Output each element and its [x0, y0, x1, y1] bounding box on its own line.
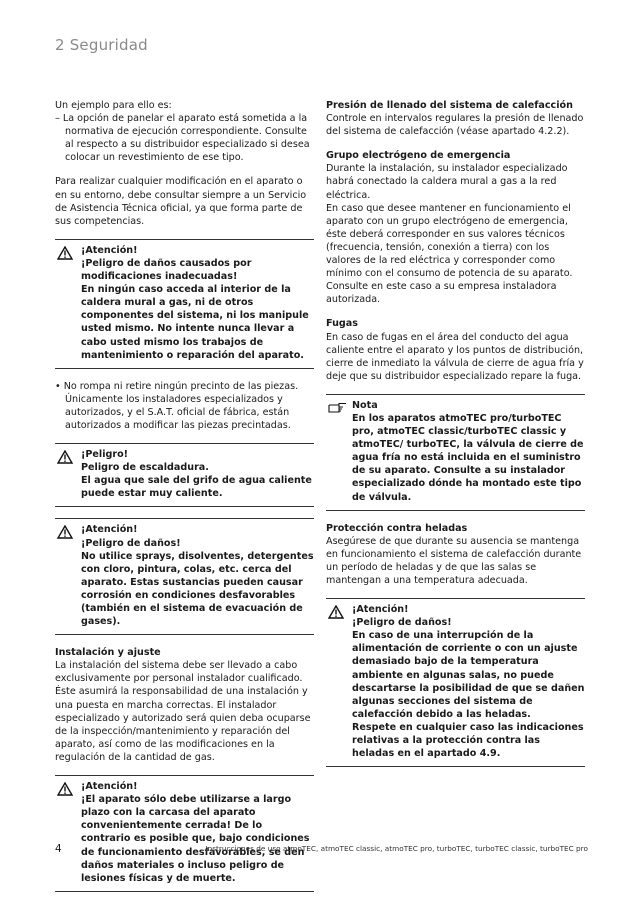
- notice-title: ¡Atención!: [81, 524, 138, 536]
- section-frost-protection: [326, 522, 585, 587]
- warning-triangle-icon: [55, 448, 81, 500]
- list-item: – La opción de panelar el aparato está sometida a la normativa de ejecución correspondiente. Consulte al respecto a su distribuidor especializado si desea colocar un revestimiento de ese tipo.: [55, 113, 310, 164]
- footer-text: Instrucciones de uso atmoTEC, atmoTEC classic, atmoTEC pro, turboTEC, turboTEC classic, turboTEC pro: [205, 844, 588, 853]
- section-leaks: [326, 317, 585, 382]
- note-notice-valve: [326, 394, 585, 511]
- notice-title: ¡Peligro!: [81, 449, 129, 461]
- section-fill-pressure: [326, 99, 585, 138]
- page-header-title: 2 Seguridad: [55, 36, 148, 54]
- notice-subtitle: ¡Peligro de daños causados por modificaciones inadecuadas!: [81, 257, 252, 283]
- section-heading: Instalación y ajuste: [55, 647, 161, 659]
- example-list: [55, 99, 314, 164]
- warning-triangle-icon: [55, 523, 81, 628]
- notice-subtitle: Peligro de escaldadura.: [81, 462, 209, 474]
- warning-triangle-icon: [55, 780, 81, 885]
- notice-body: No utilice sprays, disolventes, detergentes con cloro, pintura, colas, etc. cerca del aparato. Estas sustancias pueden causar corrosión en condiciones desfavorables (también en el sistema de evacuación de gases).: [81, 550, 314, 628]
- warning-notice-housing: [55, 775, 314, 892]
- notice-subtitle: ¡Peligro de daños!: [81, 537, 181, 549]
- section-text: En caso que desee mantener en funcionamiento el aparato con un grupo electrógeno de emergencia, éste deberá corresponder en sus valores técnicos (frecuencia, tensión, conexión a tierra) con los valores de la red eléctrica y corresponder como mínimo con el consumo de potencia de su aparato. Consulte en este caso a su empresa instaladora autorizada.: [326, 202, 573, 306]
- section-text: Controle en intervalos regulares la presión de llenado del sistema de calefacción (véase apartado 4.2.2).: [326, 113, 584, 138]
- intro-text: Un ejemplo para ello es:: [55, 100, 172, 111]
- notice-body: En caso de una interrupción de la alimentación de corriente o con un ajuste demasiado bajo de la temperatura ambiente en algunas salas, no puede descartarse la posibilidad de que se dañen algunas secciones del sistema de calefacción debido a las heladas.: [352, 630, 585, 720]
- section-text: Asegúrese de que durante su ausencia se mantenga en funcionamiento el sistema de calefacción durante un período de heladas y de que las salas se mantengan a una temperatura adecuada.: [326, 535, 582, 586]
- notice-title: ¡Atención!: [81, 244, 138, 256]
- section-installation: [55, 646, 314, 764]
- notice-title: ¡Atención!: [81, 781, 138, 793]
- section-text: La instalación del sistema debe ser llevado a cabo exclusivamente por personal instalador cualificado. Éste asumirá la responsabilidad de una instalación y una puesta en marcha correctas. El instalador especializado y autorizado será quien deba ocuparse de la inspección/mantenimiento y reparación del aparato, así como de las modificaciones en la regulación de la cantidad de gas.: [55, 660, 311, 763]
- section-heading: Presión de llenado del sistema de calefacción: [326, 100, 573, 111]
- section-text: Durante la instalación, su instalador especializado habrá conectado la caldera mural a gas a la red eléctrica.: [326, 163, 568, 201]
- pointing-hand-icon: [326, 399, 352, 504]
- section-text: En caso de fugas en el área del conducto del agua caliente entre el aparato y los puntos de distribución, cierre de inmediato la válvula de cierre de agua fría y deje que su distribuidor especializado repare la fuga.: [326, 331, 584, 382]
- notice-subtitle: ¡Peligro de daños!: [352, 617, 452, 629]
- warning-triangle-icon: [55, 244, 81, 362]
- list-item-seals: • No rompa ni retire ningún precinto de las piezas. Únicamente los instaladores especializados y autorizados, y el S.A.T. oficial de fábrica, están autorizados a modificar las piezas precintadas.: [55, 380, 299, 431]
- paragraph-modifications: Para realizar cualquier modificación en el aparato o en su entorno, debe consultar siempre a un Servicio de Asistencia Técnica oficial, ya que forma parte de sus competencias.: [55, 176, 307, 227]
- warning-notice-chemicals: [55, 518, 314, 635]
- page-number: 4: [55, 843, 62, 855]
- notice-body: El agua que sale del grifo de agua caliente puede estar muy caliente.: [81, 475, 312, 500]
- section-heading: Protección contra heladas: [326, 522, 468, 534]
- notice-title: ¡Atención!: [352, 604, 409, 616]
- danger-notice-scalding: [55, 443, 314, 507]
- left-column: [55, 99, 314, 903]
- notice-title: Nota: [352, 399, 378, 411]
- warning-triangle-icon: [326, 603, 352, 760]
- notice-body: En los aparatos atmoTEC pro/turboTEC pro, atmoTEC classic/turboTEC classic y atmoTEC/ turboTEC, la válvula de cierre de agua fría no está incluida en el suministro de su aparato. Consulte a su instalador especializado dónde ha montado este tipo de válvula.: [352, 412, 584, 503]
- right-column: [326, 99, 585, 778]
- section-heading: Grupo electrógeno de emergencia: [326, 150, 511, 162]
- notice-body: En ningún caso acceda al interior de la caldera mural a gas, ni de otros componentes del sistema, ni los manipule usted mismo. No intente nunca llevar a cabo usted mismo los trabajos de mantenimiento o reparación del aparato.: [81, 284, 309, 361]
- notice-body: ¡El aparato sólo debe utilizarse a largo plazo con la carcasa del aparato convenientemente cerrada! De lo contrario es posible que, bajo condiciones de funcionamiento desfavorables, se den daños materiales o incluso peligro de lesiones físicas y de muerte.: [81, 794, 310, 884]
- warning-notice-frost: [326, 598, 585, 767]
- warning-notice-modifications: [55, 239, 314, 369]
- section-heading: Fugas: [326, 318, 358, 330]
- section-emergency-generator: [326, 149, 585, 306]
- notice-body: Respete en cualquier caso las indicaciones relativas a la protección contra las heladas en el apartado 4.9.: [352, 721, 584, 760]
